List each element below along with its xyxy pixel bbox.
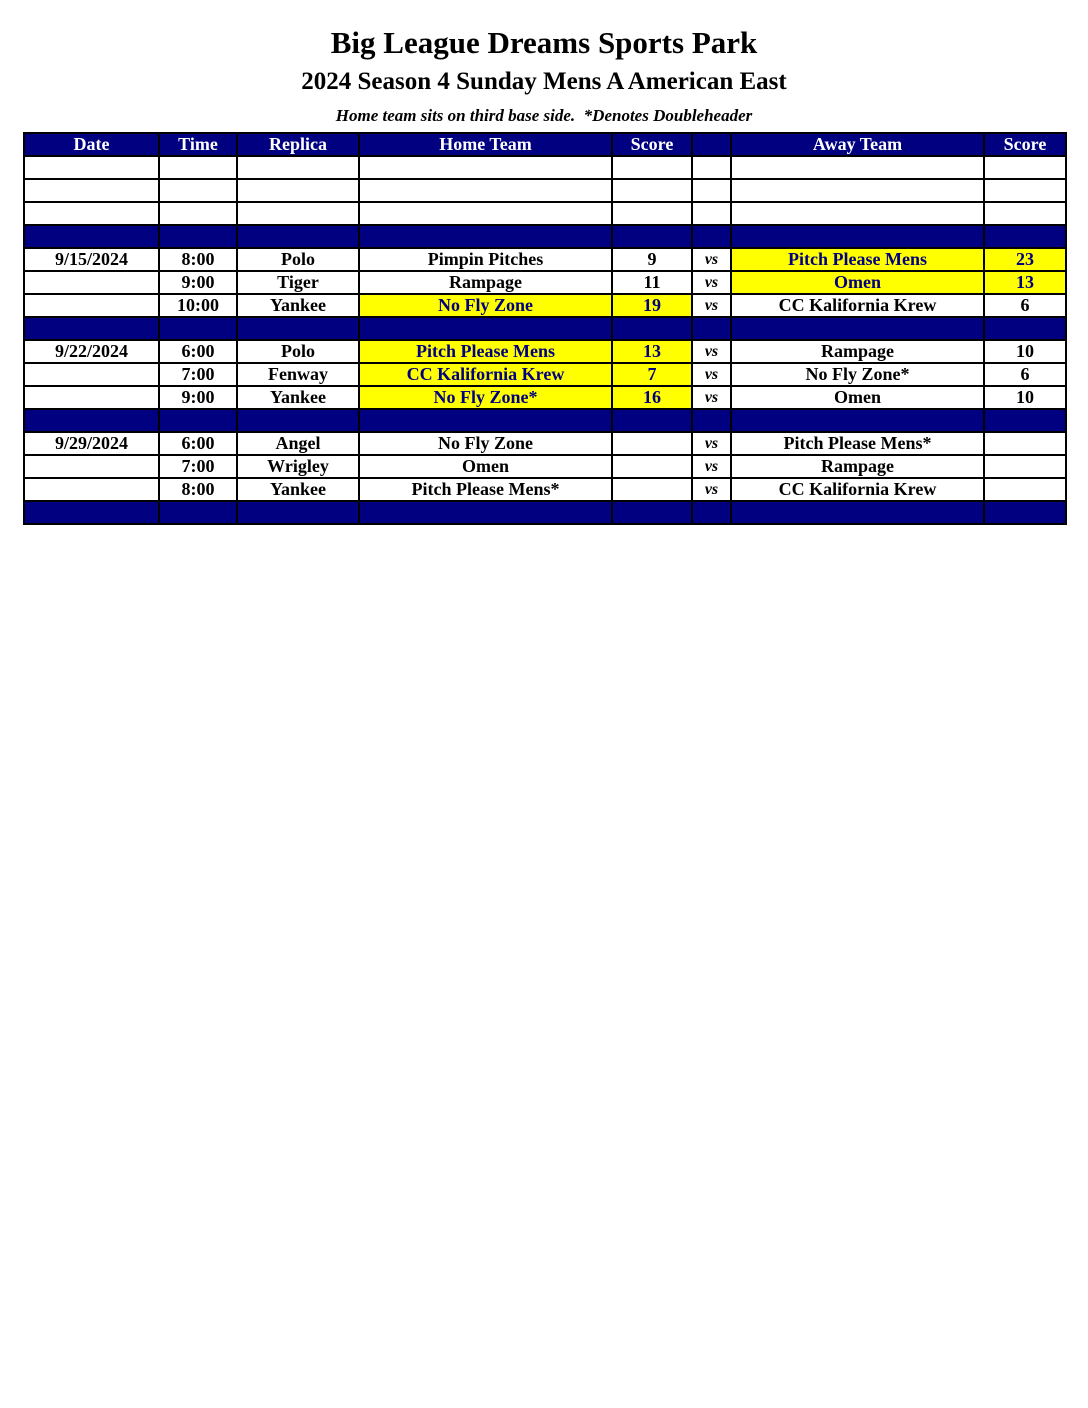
vs-cell: [692, 179, 731, 202]
away-score-cell: 10: [984, 386, 1066, 409]
time-cell: 6:00: [159, 432, 237, 455]
home-team-cell: Pimpin Pitches: [359, 248, 612, 271]
table-row: [24, 432, 1066, 455]
home-score-cell: 11: [612, 271, 692, 294]
home-team-cell: [359, 156, 612, 179]
away-team-cell: CC Kalifornia Krew: [731, 478, 984, 501]
away-score-cell: [984, 156, 1066, 179]
time-cell: 7:00: [159, 455, 237, 478]
separator-row: [24, 225, 1066, 248]
date-cell: 9/22/2024: [24, 340, 159, 363]
home-score-cell: [612, 225, 692, 248]
separator-row: [24, 409, 1066, 432]
away-team-cell: CC Kalifornia Krew: [731, 294, 984, 317]
schedule-note: Home team sits on third base side. *Denotes Doubleheader: [335, 106, 753, 125]
column-header-home-team: Home Team: [359, 133, 612, 156]
home-team-cell: Omen: [359, 455, 612, 478]
home-score-cell: 19: [612, 294, 692, 317]
date-cell: [24, 455, 159, 478]
home-score-cell: 16: [612, 386, 692, 409]
time-cell: [159, 501, 237, 524]
home-team-cell: No Fly Zone: [359, 432, 612, 455]
replica-cell: [237, 202, 359, 225]
vs-cell: [692, 225, 731, 248]
home-score-cell: 13: [612, 340, 692, 363]
column-header-home-score: Score: [612, 133, 692, 156]
home-score-cell: [612, 409, 692, 432]
replica-cell: [237, 179, 359, 202]
away-score-cell: [984, 225, 1066, 248]
column-header-away-team: Away Team: [731, 133, 984, 156]
home-team-cell: [359, 225, 612, 248]
home-team-cell: [359, 317, 612, 340]
table-row: [24, 386, 1066, 409]
table-row: [24, 363, 1066, 386]
away-team-cell: [731, 409, 984, 432]
separator-row: [24, 501, 1066, 524]
replica-cell: [237, 501, 359, 524]
replica-cell: Polo: [237, 248, 359, 271]
home-score-cell: 9: [612, 248, 692, 271]
away-team-cell: No Fly Zone*: [731, 363, 984, 386]
home-score-cell: 7: [612, 363, 692, 386]
home-score-cell: [612, 455, 692, 478]
home-team-cell: Pitch Please Mens: [359, 340, 612, 363]
date-cell: [24, 225, 159, 248]
away-team-cell: [731, 501, 984, 524]
replica-cell: Wrigley: [237, 455, 359, 478]
date-cell: [24, 363, 159, 386]
replica-cell: Tiger: [237, 271, 359, 294]
table-row: [24, 455, 1066, 478]
replica-cell: Yankee: [237, 478, 359, 501]
away-team-cell: [731, 156, 984, 179]
time-cell: 9:00: [159, 386, 237, 409]
replica-cell: Yankee: [237, 386, 359, 409]
away-score-cell: [984, 317, 1066, 340]
vs-cell: vs: [692, 432, 731, 455]
home-score-cell: [612, 478, 692, 501]
schedule-body: [24, 156, 1066, 524]
time-cell: [159, 156, 237, 179]
date-cell: [24, 409, 159, 432]
away-score-cell: [984, 409, 1066, 432]
time-cell: 9:00: [159, 271, 237, 294]
home-score-cell: [612, 501, 692, 524]
date-cell: [24, 317, 159, 340]
home-team-cell: [359, 501, 612, 524]
time-cell: 8:00: [159, 478, 237, 501]
vs-cell: vs: [692, 340, 731, 363]
date-cell: [24, 202, 159, 225]
replica-cell: [237, 317, 359, 340]
away-score-cell: 23: [984, 248, 1066, 271]
time-cell: [159, 179, 237, 202]
table-row: [24, 271, 1066, 294]
away-team-cell: Rampage: [731, 455, 984, 478]
time-cell: 8:00: [159, 248, 237, 271]
time-cell: [159, 317, 237, 340]
page-subtitle: 2024 Season 4 Sunday Mens A American East: [301, 68, 787, 95]
replica-cell: [237, 409, 359, 432]
away-score-cell: 13: [984, 271, 1066, 294]
home-team-cell: [359, 409, 612, 432]
away-team-cell: Pitch Please Mens*: [731, 432, 984, 455]
time-cell: 10:00: [159, 294, 237, 317]
date-cell: [24, 478, 159, 501]
home-team-cell: CC Kalifornia Krew: [359, 363, 612, 386]
away-team-cell: Omen: [731, 386, 984, 409]
blank-row: [24, 156, 1066, 179]
home-score-cell: [612, 156, 692, 179]
vs-cell: vs: [692, 478, 731, 501]
blank-row: [24, 202, 1066, 225]
away-score-cell: [984, 432, 1066, 455]
table-row: [24, 340, 1066, 363]
table-row: [24, 294, 1066, 317]
vs-cell: vs: [692, 294, 731, 317]
home-score-cell: [612, 179, 692, 202]
time-cell: 7:00: [159, 363, 237, 386]
separator-row: [24, 317, 1066, 340]
column-header-replica: Replica: [237, 133, 359, 156]
header-row: [24, 133, 1066, 156]
column-header-date: Date: [24, 133, 159, 156]
replica-cell: [237, 225, 359, 248]
away-score-cell: 6: [984, 294, 1066, 317]
time-cell: [159, 409, 237, 432]
home-team-cell: [359, 179, 612, 202]
home-score-cell: [612, 202, 692, 225]
away-score-cell: [984, 179, 1066, 202]
away-team-cell: [731, 317, 984, 340]
date-cell: [24, 501, 159, 524]
column-header-vs: [692, 133, 731, 156]
away-score-cell: 10: [984, 340, 1066, 363]
vs-cell: vs: [692, 386, 731, 409]
home-score-cell: [612, 432, 692, 455]
replica-cell: Polo: [237, 340, 359, 363]
date-cell: 9/29/2024: [24, 432, 159, 455]
time-cell: [159, 225, 237, 248]
away-score-cell: 6: [984, 363, 1066, 386]
vs-cell: vs: [692, 363, 731, 386]
home-team-cell: Pitch Please Mens*: [359, 478, 612, 501]
time-cell: [159, 202, 237, 225]
home-team-cell: [359, 202, 612, 225]
vs-cell: [692, 317, 731, 340]
away-score-cell: [984, 455, 1066, 478]
away-score-cell: [984, 478, 1066, 501]
away-team-cell: [731, 179, 984, 202]
blank-row: [24, 179, 1066, 202]
schedule-table: [23, 132, 1067, 525]
away-team-cell: [731, 202, 984, 225]
page-title: Big League Dreams Sports Park: [330, 25, 758, 60]
away-team-cell: [731, 225, 984, 248]
replica-cell: Angel: [237, 432, 359, 455]
table-row: [24, 478, 1066, 501]
home-team-cell: Rampage: [359, 271, 612, 294]
table-row: [24, 248, 1066, 271]
date-cell: [24, 386, 159, 409]
away-team-cell: Rampage: [731, 340, 984, 363]
date-cell: [24, 294, 159, 317]
away-team-cell: Pitch Please Mens: [731, 248, 984, 271]
replica-cell: Yankee: [237, 294, 359, 317]
home-team-cell: No Fly Zone: [359, 294, 612, 317]
replica-cell: [237, 156, 359, 179]
vs-cell: [692, 202, 731, 225]
away-team-cell: Omen: [731, 271, 984, 294]
vs-cell: vs: [692, 455, 731, 478]
vs-cell: vs: [692, 248, 731, 271]
away-score-cell: [984, 501, 1066, 524]
away-score-cell: [984, 202, 1066, 225]
vs-cell: [692, 409, 731, 432]
home-score-cell: [612, 317, 692, 340]
date-cell: 9/15/2024: [24, 248, 159, 271]
time-cell: 6:00: [159, 340, 237, 363]
vs-cell: [692, 156, 731, 179]
date-cell: [24, 271, 159, 294]
column-header-away-score: Score: [984, 133, 1066, 156]
vs-cell: vs: [692, 271, 731, 294]
date-cell: [24, 179, 159, 202]
column-header-time: Time: [159, 133, 237, 156]
date-cell: [24, 156, 159, 179]
vs-cell: [692, 501, 731, 524]
replica-cell: Fenway: [237, 363, 359, 386]
home-team-cell: No Fly Zone*: [359, 386, 612, 409]
